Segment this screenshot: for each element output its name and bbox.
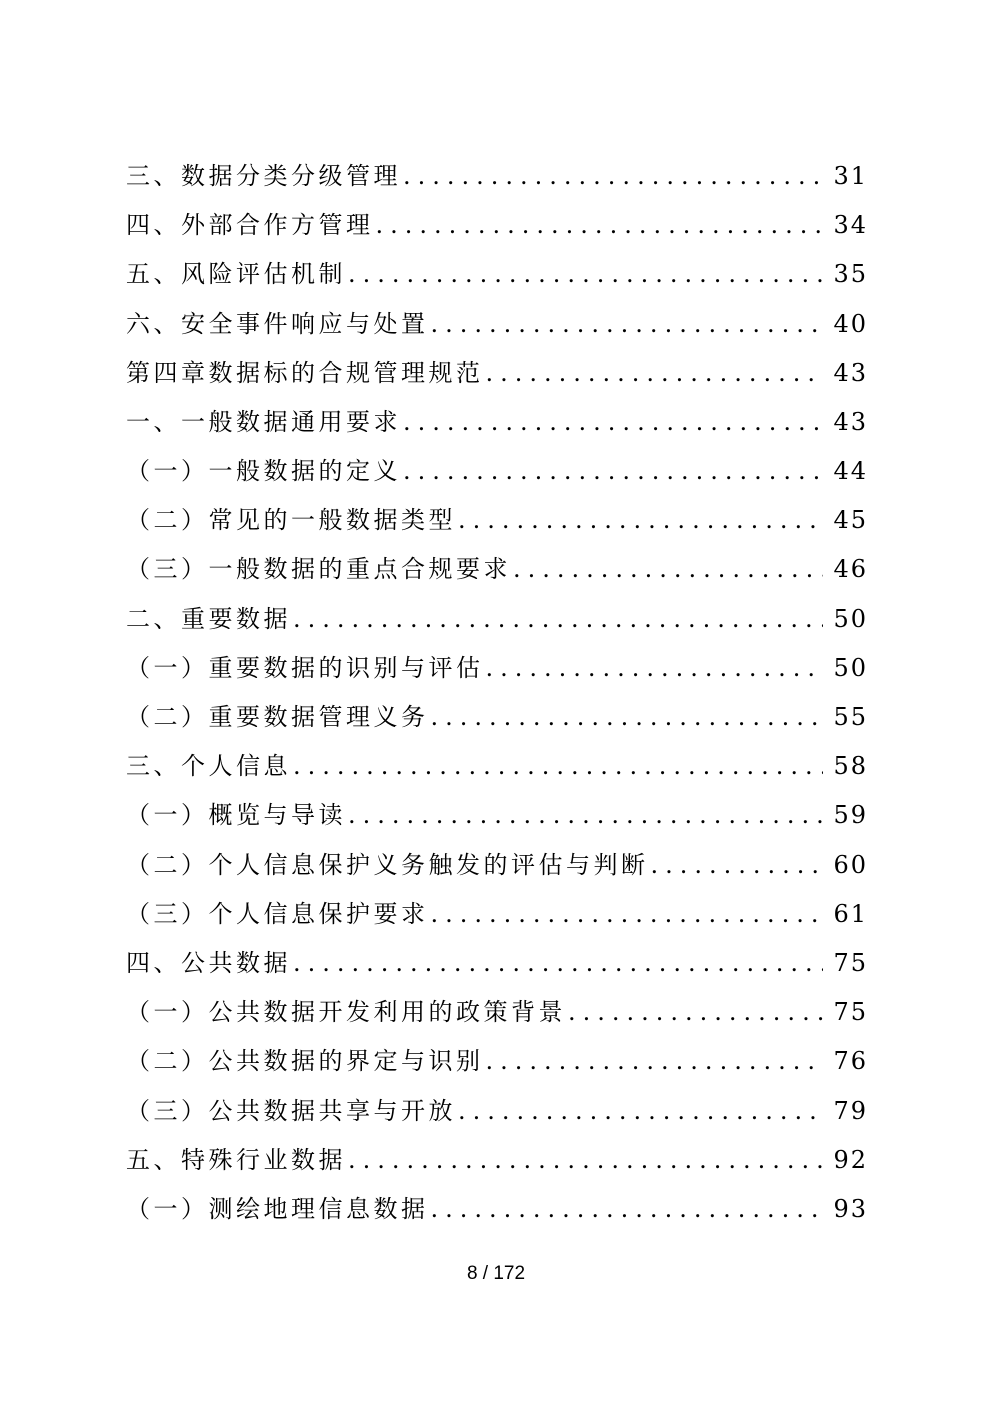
toc-dot-leader	[431, 300, 824, 349]
toc-dot-leader	[513, 545, 823, 594]
toc-entry-title: （一）概览与导读	[126, 801, 346, 830]
toc-entry-page: 79	[833, 1096, 868, 1125]
toc-dot-leader	[403, 152, 823, 201]
toc-entry-page: 61	[833, 899, 868, 928]
toc-dot-leader	[431, 693, 824, 742]
toc-entry-page: 75	[833, 948, 868, 977]
toc-entry-title: （二）重要数据管理义务	[126, 703, 429, 732]
toc-entry-page: 45	[833, 506, 868, 535]
toc-entry-page: 50	[833, 653, 868, 682]
toc-dot-leader	[458, 496, 823, 545]
toc-dot-leader	[486, 349, 824, 398]
toc-dot-leader	[348, 791, 823, 840]
toc-dot-leader	[376, 201, 824, 250]
toc-entry-title: （三）个人信息保护要求	[126, 899, 429, 928]
toc-entry[interactable]	[126, 1185, 868, 1234]
toc-entry-title: 二、重要数据	[126, 604, 291, 633]
toc-entry-page: 58	[833, 752, 868, 781]
toc-entry-title: （一）公共数据开发利用的政策背景	[126, 998, 566, 1027]
toc-entry[interactable]	[126, 201, 868, 250]
toc-entry-page: 44	[833, 457, 868, 486]
toc-entry[interactable]	[126, 742, 868, 791]
toc-dot-leader	[651, 841, 824, 890]
toc-entry[interactable]	[126, 791, 868, 840]
toc-entry[interactable]	[126, 398, 868, 447]
toc-dot-leader	[568, 988, 823, 1037]
toc-entry-page: 31	[833, 161, 868, 190]
toc-entry[interactable]	[126, 595, 868, 644]
toc-dot-leader	[431, 890, 824, 939]
toc-entry-title: （二）公共数据的界定与识别	[126, 1047, 484, 1076]
table-of-contents	[126, 152, 868, 1234]
toc-entry-page: 50	[833, 604, 868, 633]
toc-entry-title: （一）测绘地理信息数据	[126, 1194, 429, 1223]
toc-entry-title: （三）公共数据共享与开放	[126, 1096, 456, 1125]
toc-entry[interactable]	[126, 496, 868, 545]
toc-entry-title: 三、数据分类分级管理	[126, 161, 401, 190]
toc-entry-page: 75	[833, 998, 868, 1027]
toc-entry-page: 35	[833, 260, 868, 289]
toc-entry[interactable]	[126, 693, 868, 742]
toc-entry-page: 40	[833, 309, 868, 338]
toc-dot-leader	[403, 398, 823, 447]
toc-entry[interactable]	[126, 349, 868, 398]
toc-entry-title: 六、安全事件响应与处置	[126, 309, 429, 338]
toc-entry-page: 43	[833, 407, 868, 436]
toc-entry[interactable]	[126, 1087, 868, 1136]
toc-entry-page: 92	[833, 1145, 868, 1174]
toc-dot-leader	[458, 1087, 823, 1136]
toc-entry-title: （三）一般数据的重点合规要求	[126, 555, 511, 584]
toc-entry-title: （一）重要数据的识别与评估	[126, 653, 484, 682]
toc-entry-page: 59	[833, 801, 868, 830]
toc-dot-leader	[293, 595, 823, 644]
toc-entry-title: 第四章数据标的合规管理规范	[126, 358, 484, 387]
toc-dot-leader	[293, 939, 823, 988]
page-number-footer: 8 / 172	[466, 1263, 526, 1284]
toc-entry[interactable]	[126, 890, 868, 939]
toc-entry[interactable]	[126, 250, 868, 299]
toc-entry-title: （一）一般数据的定义	[126, 457, 401, 486]
toc-entry[interactable]	[126, 300, 868, 349]
toc-entry-page: 46	[833, 555, 868, 584]
toc-entry-title: 五、风险评估机制	[126, 260, 346, 289]
toc-entry[interactable]	[126, 988, 868, 1037]
toc-entry-page: 55	[833, 703, 868, 732]
toc-dot-leader	[293, 742, 823, 791]
toc-entry[interactable]	[126, 1037, 868, 1086]
toc-entry[interactable]	[126, 939, 868, 988]
toc-entry[interactable]	[126, 841, 868, 890]
toc-entry-title: 一、一般数据通用要求	[126, 407, 401, 436]
toc-entry-title: （二）个人信息保护义务触发的评估与判断	[126, 850, 649, 879]
toc-dot-leader	[348, 250, 823, 299]
toc-dot-leader	[486, 1037, 824, 1086]
toc-entry-title: 四、外部合作方管理	[126, 211, 374, 240]
toc-dot-leader	[348, 1136, 823, 1185]
toc-dot-leader	[403, 447, 823, 496]
toc-entry-title: 四、公共数据	[126, 948, 291, 977]
toc-entry-title: 三、个人信息	[126, 752, 291, 781]
toc-entry-title: （二）常见的一般数据类型	[126, 506, 456, 535]
toc-entry-page: 60	[833, 850, 868, 879]
toc-dot-leader	[431, 1185, 824, 1234]
toc-entry-title: 五、特殊行业数据	[126, 1145, 346, 1174]
toc-entry[interactable]	[126, 1136, 868, 1185]
toc-entry[interactable]	[126, 152, 868, 201]
toc-dot-leader	[486, 644, 824, 693]
toc-entry-page: 76	[833, 1047, 868, 1076]
toc-entry[interactable]	[126, 644, 868, 693]
toc-entry-page: 93	[833, 1194, 868, 1223]
toc-entry-page: 34	[833, 211, 868, 240]
toc-entry[interactable]	[126, 447, 868, 496]
toc-entry[interactable]	[126, 546, 868, 595]
toc-entry-page: 43	[833, 358, 868, 387]
